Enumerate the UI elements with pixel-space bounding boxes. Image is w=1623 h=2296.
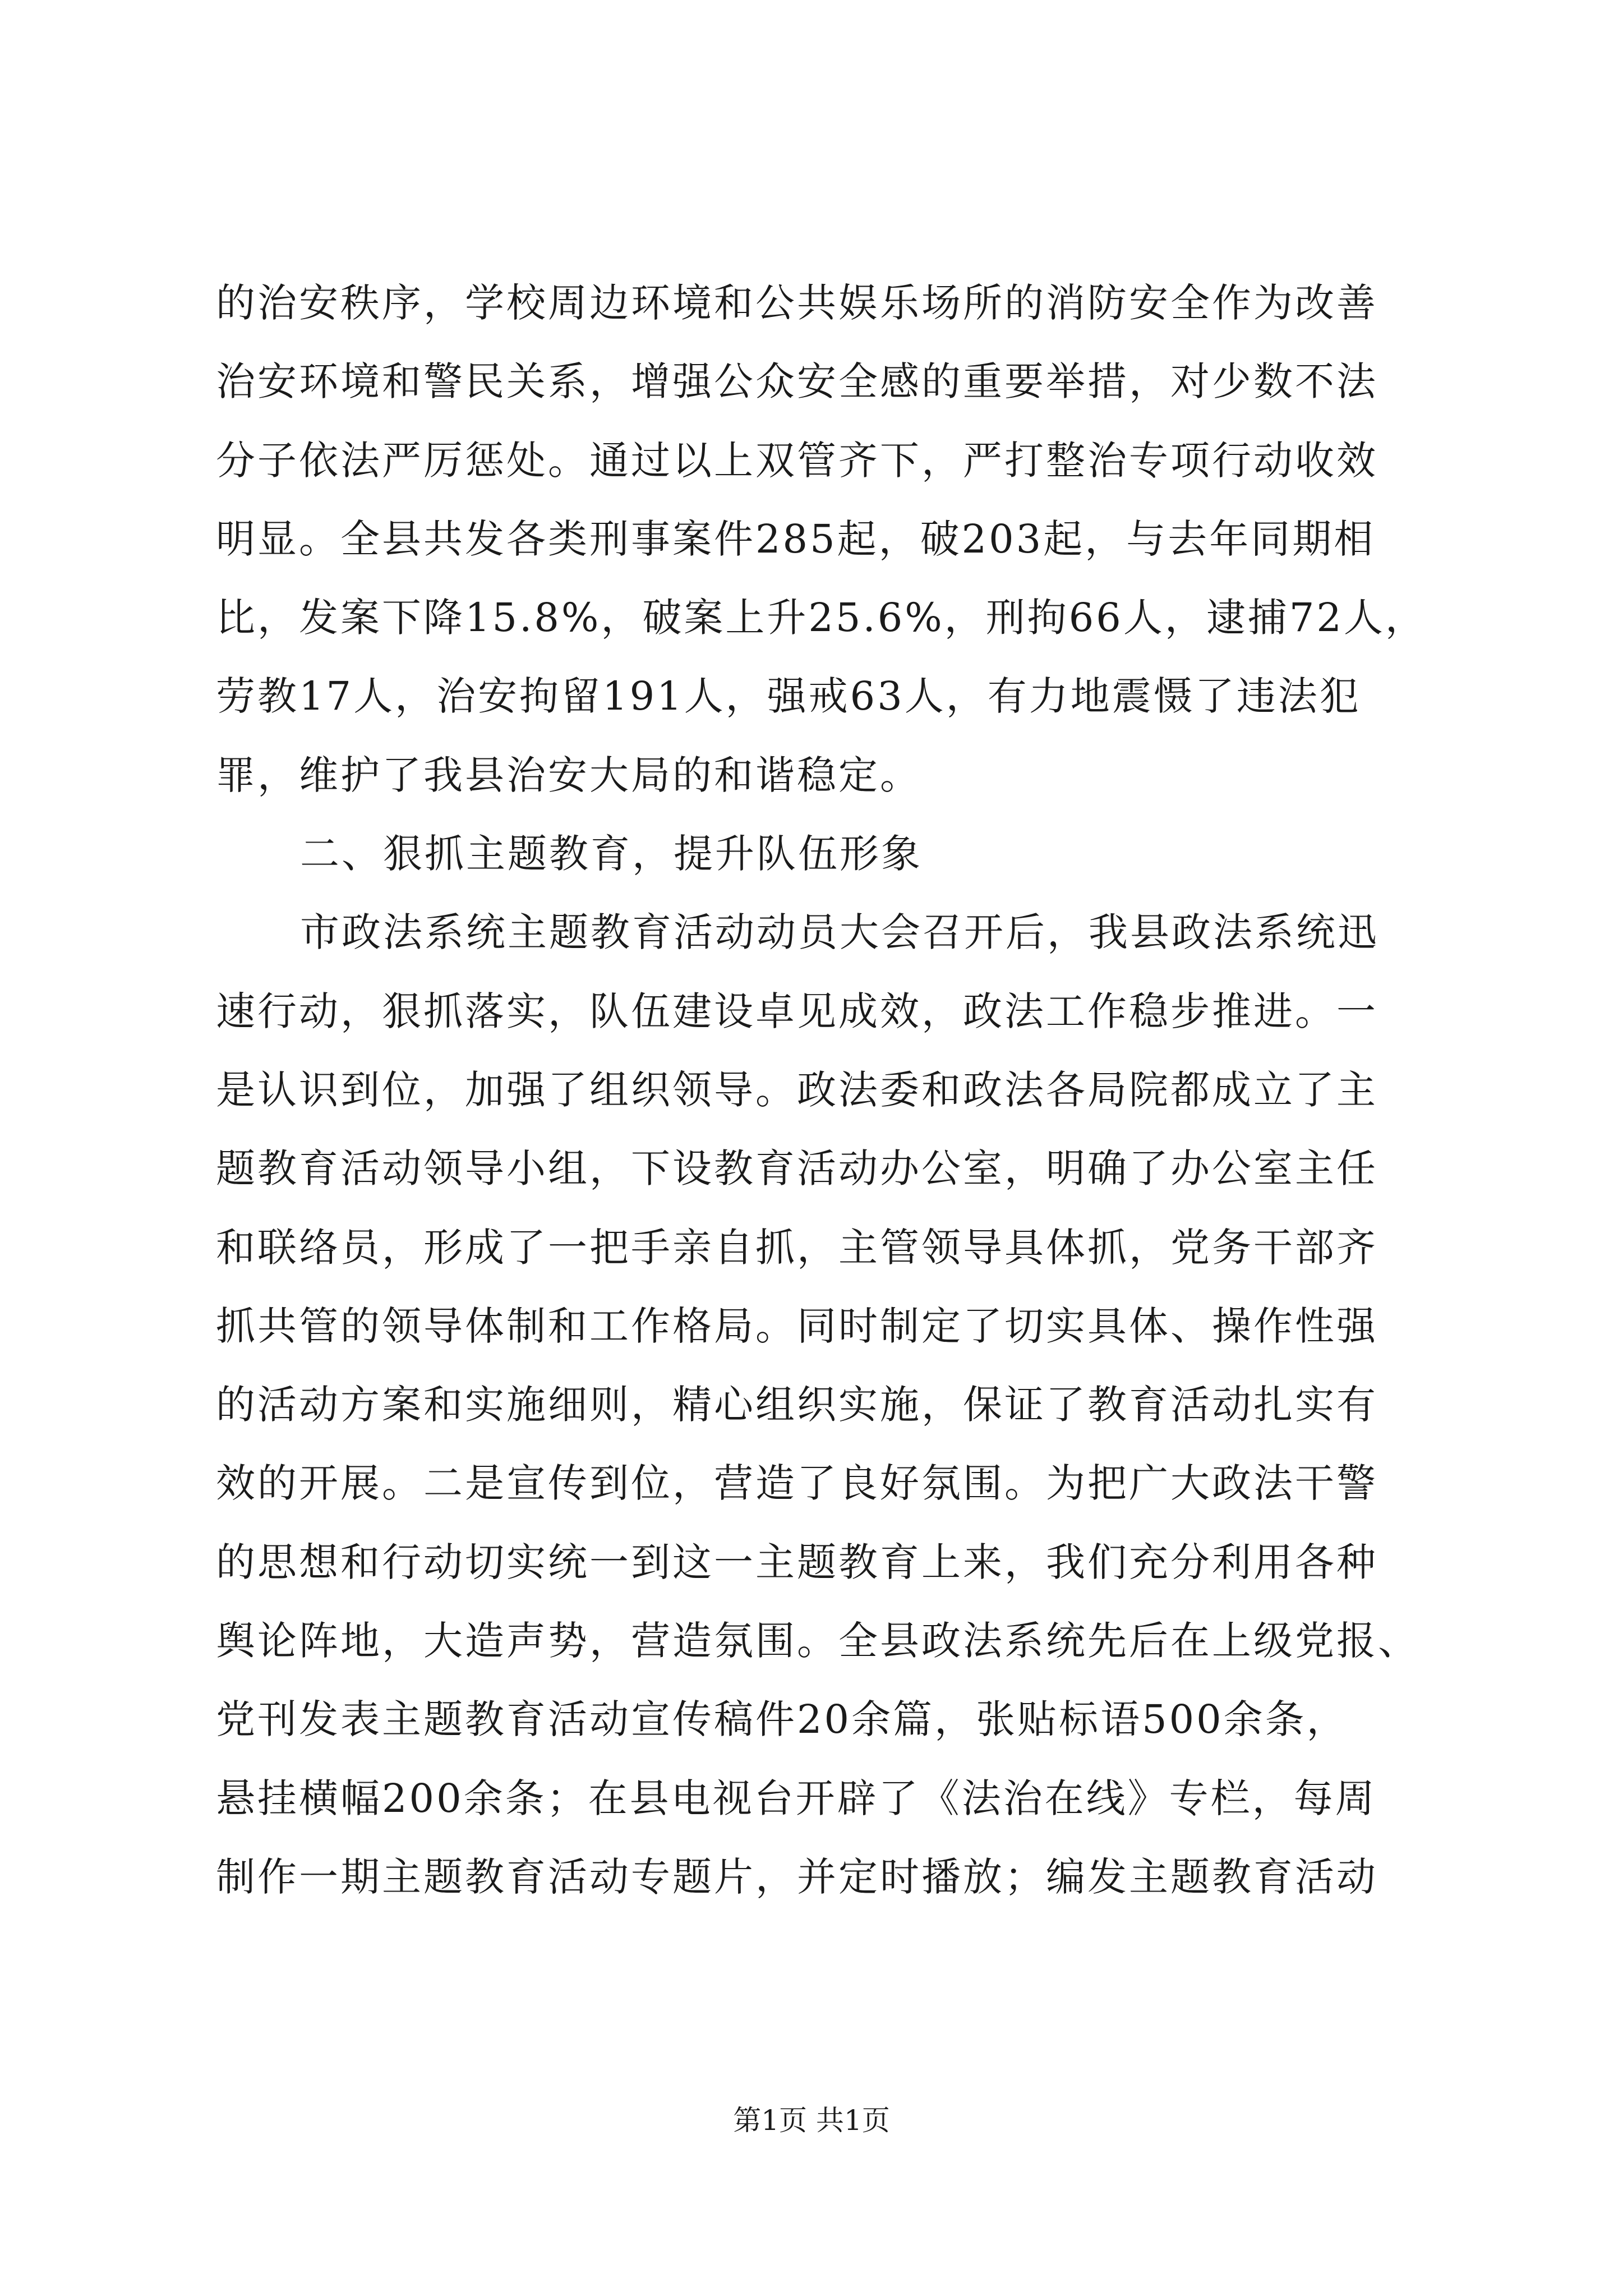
text-line: 效的开展。二是宣传到位，营造了良好氛围。为把广大政法干警	[216, 1460, 1378, 1507]
text-line: 抓共管的领导体制和工作格局。同时制定了切实具体、操作性强	[216, 1303, 1378, 1349]
text-line: 治安环境和警民关系，增强公众安全感的重要举措，对少数不法	[216, 358, 1378, 405]
page-number-footer: 第1页 共1页	[733, 2104, 890, 2137]
body-text	[216, 264, 1427, 1916]
text-line: 和联络员，形成了一把手亲自抓，主管领导具体抓，党务干部齐	[216, 1224, 1378, 1271]
section-heading: 二、狠抓主题教育，提升队伍形象	[300, 831, 923, 877]
text-line: 悬挂横幅200余条；在县电视台开辟了《法治在线》专栏，每周	[216, 1775, 1377, 1821]
text-line: 明显。全县共发各类刑事案件285起，破203起，与去年同期相	[216, 516, 1376, 562]
text-line: 速行动，狠抓落实，队伍建设卓见成效，政法工作稳步推进。一	[216, 988, 1378, 1034]
text-line: 比，发案下降15.8%，破案上升25.6%，刑拘66人，逮捕72人，	[216, 595, 1427, 641]
text-line: 党刊发表主题教育活动宣传稿件20余篇，张贴标语500余条，	[216, 1696, 1348, 1743]
text-line: 是认识到位，加强了组织领导。政法委和政法各局院都成立了主	[216, 1066, 1378, 1113]
text-line: 劳教17人，治安拘留191人，强戒63人，有力地震慑了违法犯	[216, 673, 1361, 720]
text-line: 制作一期主题教育活动专题片，并定时播放；编发主题教育活动	[216, 1853, 1378, 1900]
paragraph-first-line: 市政法系统主题教育活动动员大会召开后，我县政法系统迅	[300, 909, 1379, 956]
text-line: 分子依法严厉惩处。通过以上双管齐下，严打整治专项行动收效	[216, 437, 1378, 484]
text-line: 的活动方案和实施细则，精心组织实施，保证了教育活动扎实有	[216, 1382, 1378, 1428]
text-line: 题教育活动领导小组，下设教育活动办公室，明确了办公室主任	[216, 1145, 1378, 1192]
text-line: 舆论阵地，大造声势，营造氛围。全县政法系统先后在上级党报、	[216, 1618, 1419, 1664]
text-line: 的思想和行动切实统一到这一主题教育上来，我们充分利用各种	[216, 1539, 1378, 1585]
text-line: 的治安秩序，学校周边环境和公共娱乐场所的消防安全作为改善	[216, 280, 1378, 326]
text-line: 罪，维护了我县治安大局的和谐稳定。	[216, 752, 921, 798]
